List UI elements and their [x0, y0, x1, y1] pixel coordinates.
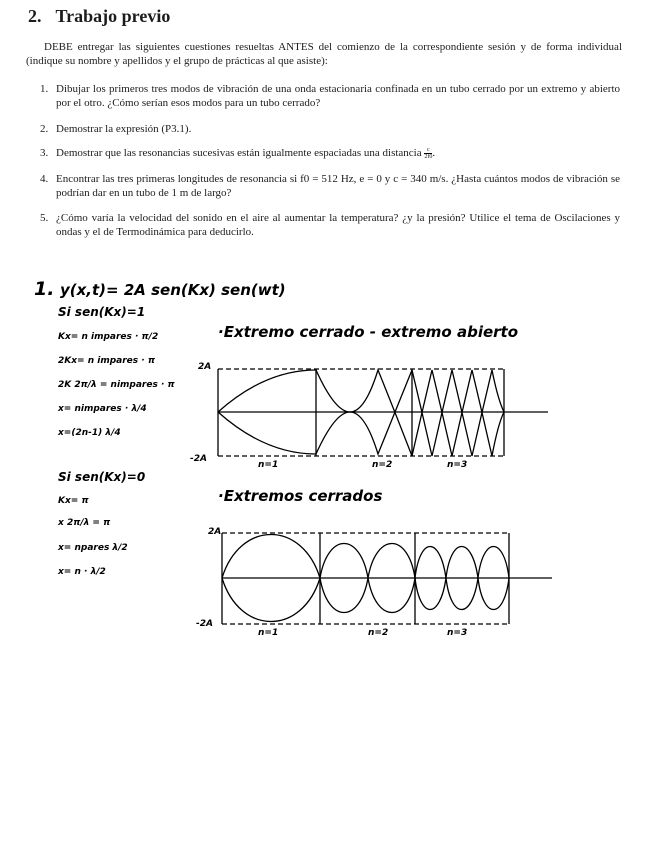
fraction-numerator: c [424, 147, 432, 154]
question-text: Demostrar la expresión (P3.1). [56, 123, 192, 135]
case1-line: x=(2n-1) λ/4 [58, 428, 121, 438]
handwritten-equation: y(x,t)= 2A sen(Kx) sen(wt) [60, 281, 286, 299]
case1-line: 2K 2π/λ = nimpares · π [58, 380, 175, 390]
case2-line: Si sen(Kx)=0 [58, 470, 146, 484]
diagram2-title: ·Extremos cerrados [218, 487, 383, 505]
diagram1-label: n=2 [372, 460, 393, 470]
diagram1-wave-n1-bottom [218, 412, 316, 454]
diagram1-wave-n3-b [412, 370, 504, 456]
diagram2-ytop: 2A [208, 527, 222, 537]
question-suffix: . [432, 147, 436, 159]
case2-line: Kx= π [58, 496, 89, 506]
diagram2-label: n=3 [447, 628, 468, 638]
case1-line: Si sen(Kx)=1 [58, 305, 146, 319]
diagram2-wave-n1-bottom [222, 578, 320, 622]
case1-line: x= nimpares · λ/4 [58, 404, 147, 414]
section-title: Trabajo previo [55, 6, 171, 26]
diagram1-title: ·Extremo cerrado - extremo abierto [218, 323, 519, 341]
diagram1-sketch [218, 369, 548, 456]
diagram2-wave-n1-top [222, 535, 320, 579]
fraction-denominator: 2f0 [424, 153, 433, 160]
question-number: 1. [40, 83, 49, 95]
question-text: Encontrar las tres primeras longitudes de resonancia si f0 = 512 Hz, e = 0 y c = 340 m/s. ¿Hasta cuántos modos de vibración se podrían dar en un tubo de 1 m de largo? [56, 173, 620, 199]
question-text: Dibujar los primeros tres modos de vibración de una onda estacionaria confinada en un tubo cerrado por un extremo y abierto por el otro. ¿Cómo serían esos modos para un tubo cerrado? [56, 83, 620, 109]
intro-paragraph: DEBE entregar las siguientes cuestiones resueltas ANTES del comienzo de la correspondiente sesión y de forma individual (indique su nombre y apellidos y el grupo de prácticas al que asiste): [26, 41, 622, 67]
handwritten-answer-number: 1. [34, 278, 55, 300]
case1-line: Kx= n impares · π/2 [58, 332, 159, 342]
section-number: 2. [28, 6, 42, 26]
diagram1-wave-n1-top [218, 370, 316, 412]
diagram1-wave-n3-a [412, 370, 504, 456]
diagram2-ybottom: -2A [196, 619, 213, 629]
case2-line: x= n · λ/2 [58, 567, 106, 577]
diagram2-sketch [222, 533, 552, 624]
case1-line: 2Kx= n impares · π [58, 356, 155, 366]
question-number: 3. [40, 147, 49, 159]
question-text: ¿Cómo varía la velocidad del sonido en el aire al aumentar la temperatura? ¿y la presión? Utilice el tema de Oscilaciones y ondas y el de Termodinámica para deducirlo. [56, 212, 620, 238]
diagram1-ytop: 2A [198, 362, 212, 372]
diagram2-label: n=1 [258, 628, 279, 638]
diagram2-label: n=2 [368, 628, 389, 638]
question-number: 2. [40, 123, 49, 135]
diagram1-ybottom: -2A [190, 454, 207, 464]
question-number: 5. [40, 212, 49, 224]
case2-line: x 2π/λ = π [58, 518, 111, 528]
case2-line: x= npares λ/2 [58, 543, 128, 553]
question-number: 4. [40, 173, 49, 185]
diagram1-label: n=3 [447, 460, 468, 470]
diagram1-wave-n2-a [316, 370, 412, 456]
diagram1-label: n=1 [258, 460, 279, 470]
question-text: Demostrar que las resonancias sucesivas están igualmente espaciadas una distancia [56, 147, 422, 159]
